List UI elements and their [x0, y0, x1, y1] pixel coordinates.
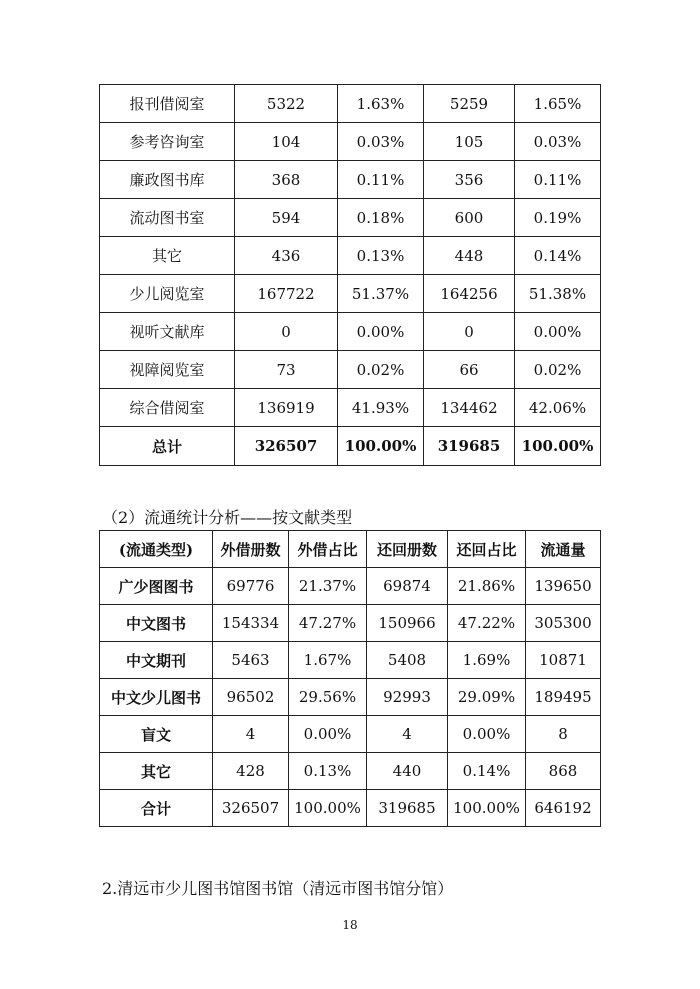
section-title: （2）流通统计分析——按文献类型 — [102, 508, 353, 527]
table-cell: 92993 — [367, 679, 448, 716]
table-cell: 5408 — [367, 642, 448, 679]
table-cell: 5463 — [213, 642, 289, 679]
table-cell: 47.27% — [289, 605, 367, 642]
table-row — [100, 161, 601, 199]
table-cell: 0.19% — [515, 199, 601, 237]
table-row — [100, 605, 601, 642]
table-cell: 326507 — [213, 790, 289, 827]
table-cell: 流通量 — [526, 531, 601, 568]
table-cell: 51.38% — [515, 275, 601, 313]
table-row — [100, 716, 601, 753]
table-cell: 0.18% — [338, 199, 424, 237]
table-cell: 0.00% — [448, 716, 526, 753]
table-cell: 4 — [367, 716, 448, 753]
table-cell: 66 — [424, 351, 515, 389]
table-cell: 167722 — [235, 275, 338, 313]
table-cell: 廉政图书库 — [100, 161, 235, 199]
table-cell: 综合借阅室 — [100, 389, 235, 427]
table-cell: 436 — [235, 237, 338, 275]
total-row — [100, 427, 601, 466]
table-cell: 0.14% — [515, 237, 601, 275]
header-row — [100, 531, 601, 568]
table-cell: 105 — [424, 123, 515, 161]
table-cell: 73 — [235, 351, 338, 389]
table-cell: 0.00% — [515, 313, 601, 351]
table-cell: 10871 — [526, 642, 601, 679]
table-row — [100, 753, 601, 790]
table-row — [100, 275, 601, 313]
table-cell: 326507 — [235, 427, 338, 466]
table-row — [100, 199, 601, 237]
table-cell: 0.11% — [515, 161, 601, 199]
table-cell: 1.69% — [448, 642, 526, 679]
table1-body — [100, 85, 601, 466]
table-cell: 104 — [235, 123, 338, 161]
table-cell: 还回册数 — [367, 531, 448, 568]
table-cell: 150966 — [367, 605, 448, 642]
table-cell: 中文少儿图书 — [100, 679, 213, 716]
table-row — [100, 568, 601, 605]
table-cell: 21.37% — [289, 568, 367, 605]
table-cell: 47.22% — [448, 605, 526, 642]
table-cell: 0.02% — [515, 351, 601, 389]
table-row — [100, 642, 601, 679]
table-cell: 100.00% — [448, 790, 526, 827]
table-row — [100, 313, 601, 351]
table-cell: 0.00% — [338, 313, 424, 351]
table-cell: 154334 — [213, 605, 289, 642]
table-cell: 0.03% — [338, 123, 424, 161]
table-cell: 5322 — [235, 85, 338, 123]
table-cell: 428 — [213, 753, 289, 790]
table-cell: 100.00% — [338, 427, 424, 466]
table-cell: 中文图书 — [100, 605, 213, 642]
table-row — [100, 85, 601, 123]
table-cell: 319685 — [424, 427, 515, 466]
table-cell: 外借占比 — [289, 531, 367, 568]
circulation-by-type-table — [99, 530, 601, 827]
table2-body — [100, 531, 601, 827]
table-cell: 中文期刊 — [100, 642, 213, 679]
table-cell: 参考咨询室 — [100, 123, 235, 161]
table-cell: 报刊借阅室 — [100, 85, 235, 123]
table-row — [100, 389, 601, 427]
table-cell: 305300 — [526, 605, 601, 642]
table-row — [100, 123, 601, 161]
table-cell: 96502 — [213, 679, 289, 716]
table-row — [100, 790, 601, 827]
table-cell: 盲文 — [100, 716, 213, 753]
table-cell: 69874 — [367, 568, 448, 605]
circulation-by-room-table — [99, 84, 601, 466]
table-cell: 100.00% — [289, 790, 367, 827]
table-cell: 总计 — [100, 427, 235, 466]
table-cell: 189495 — [526, 679, 601, 716]
table-cell: 其它 — [100, 753, 213, 790]
table-row — [100, 679, 601, 716]
table-cell: 356 — [424, 161, 515, 199]
subheading: 2.清远市少儿图书馆图书馆（清远市图书馆分馆） — [102, 879, 454, 898]
table-cell: 0 — [424, 313, 515, 351]
table-cell: 440 — [367, 753, 448, 790]
table-cell: 外借册数 — [213, 531, 289, 568]
table-cell: 29.56% — [289, 679, 367, 716]
table-cell: 视障阅览室 — [100, 351, 235, 389]
table-cell: 594 — [235, 199, 338, 237]
table-cell: 600 — [424, 199, 515, 237]
table-cell: 100.00% — [515, 427, 601, 466]
table-cell: 368 — [235, 161, 338, 199]
table-cell: 1.65% — [515, 85, 601, 123]
table-row — [100, 237, 601, 275]
table-cell: 流动图书室 — [100, 199, 235, 237]
table-cell: 646192 — [526, 790, 601, 827]
table-cell: 42.06% — [515, 389, 601, 427]
table-cell: 0.03% — [515, 123, 601, 161]
table-cell: 5259 — [424, 85, 515, 123]
table-row — [100, 351, 601, 389]
table-cell: 0.00% — [289, 716, 367, 753]
table-cell: 1.67% — [289, 642, 367, 679]
table-cell: 0.14% — [448, 753, 526, 790]
table-cell: (流通类型) — [100, 531, 213, 568]
table-cell: 41.93% — [338, 389, 424, 427]
table-cell: 还回占比 — [448, 531, 526, 568]
table-cell: 0 — [235, 313, 338, 351]
page-number: 18 — [342, 918, 358, 932]
table-cell: 134462 — [424, 389, 515, 427]
table-cell: 0.13% — [338, 237, 424, 275]
table-cell: 其它 — [100, 237, 235, 275]
table-cell: 视听文献库 — [100, 313, 235, 351]
table-cell: 448 — [424, 237, 515, 275]
table-cell: 21.86% — [448, 568, 526, 605]
table-cell: 4 — [213, 716, 289, 753]
table-cell: 少儿阅览室 — [100, 275, 235, 313]
table-cell: 139650 — [526, 568, 601, 605]
table-cell: 319685 — [367, 790, 448, 827]
table-cell: 164256 — [424, 275, 515, 313]
table-cell: 868 — [526, 753, 601, 790]
table-cell: 136919 — [235, 389, 338, 427]
table-cell: 51.37% — [338, 275, 424, 313]
table-cell: 1.63% — [338, 85, 424, 123]
table-cell: 广少图图书 — [100, 568, 213, 605]
table-cell: 合计 — [100, 790, 213, 827]
table-cell: 0.11% — [338, 161, 424, 199]
table-cell: 0.02% — [338, 351, 424, 389]
table-cell: 0.13% — [289, 753, 367, 790]
table-cell: 8 — [526, 716, 601, 753]
table-cell: 29.09% — [448, 679, 526, 716]
table-cell: 69776 — [213, 568, 289, 605]
